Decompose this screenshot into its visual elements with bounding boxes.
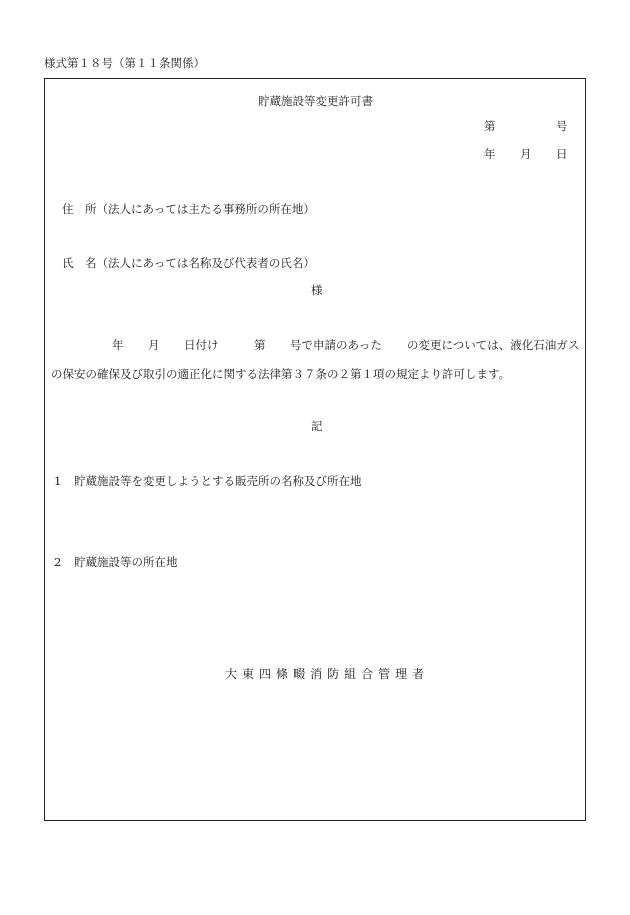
authority-char: 消 (310, 667, 323, 681)
issuing-authority (225, 668, 429, 680)
authority-char: 組 (344, 667, 357, 681)
authority-char: 管 (378, 667, 391, 681)
issue-date-month: 月 (520, 147, 532, 161)
authority-char: 條 (276, 667, 289, 681)
body-date-suffix: 日付け (184, 338, 219, 352)
body-application-phrase: 号で申請のあった (290, 338, 382, 352)
item-2-number: 2 (54, 555, 62, 569)
item-1-text: 貯蔵施設等を変更しようとする販売所の名称及び所在地 (74, 474, 362, 488)
issue-date-day: 日 (556, 147, 568, 161)
issue-date-year: 年 (484, 147, 496, 161)
authority-char: 畷 (293, 667, 306, 681)
name-label: 氏 名（法人にあっては名称及び代表者の氏名） (62, 256, 315, 270)
authority-char: 合 (361, 667, 374, 681)
doc-number-suffix: 号 (556, 119, 568, 133)
document-title: 貯蔵施設等変更許可書 (258, 94, 373, 108)
authority-char: 防 (327, 667, 340, 681)
authority-char: 大 (225, 667, 238, 681)
form-frame (44, 78, 586, 821)
address-label: 住 所（法人にあっては主たる事務所の所在地） (62, 202, 315, 216)
body-dai: 第 (254, 338, 266, 352)
form-number: 様式第１８号（第１１条関係） (44, 56, 205, 70)
body-month: 月 (148, 338, 160, 352)
doc-number-prefix: 第 (484, 119, 496, 133)
body-line-2: の保安の確保及び取引の適正化に関する法律第３７条の２第１項の規定より許可します。 (51, 367, 511, 381)
authority-char: 理 (395, 667, 408, 681)
body-year: 年 (112, 338, 124, 352)
authority-char: 四 (259, 667, 272, 681)
honorific: 様 (311, 283, 323, 297)
authority-char: 者 (412, 667, 425, 681)
authority-char: 東 (242, 667, 255, 681)
item-2-text: 貯蔵施設等の所在地 (74, 555, 178, 569)
body-change-phrase: の変更については、液化石油ガス (407, 338, 580, 352)
ki-heading: 記 (311, 419, 323, 433)
item-1-number: 1 (54, 474, 62, 488)
